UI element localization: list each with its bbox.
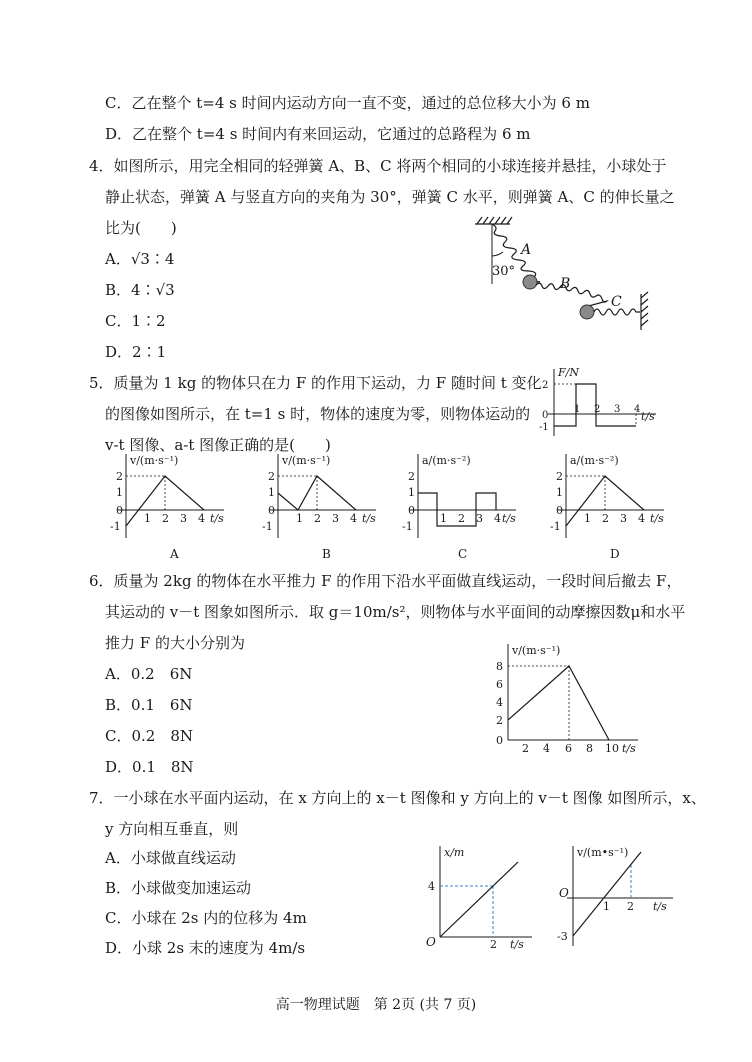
ft-ytick-2: 2 [542,380,549,391]
graph-b-xtick-2: 2 [314,512,321,525]
q6-xtick-10: 10 [605,742,619,755]
graph-a-xlabel: t/s [210,512,224,525]
vt-xtick-2: 2 [627,900,634,913]
q6-option-b: B．0.1 6N [105,696,193,714]
q6-xtick-6: 6 [565,742,572,755]
q7-option-b: B．小球做变加速运动 [105,879,252,897]
graph-c-ytick-1: 1 [408,486,415,499]
graph-b-ytick-2: 2 [268,470,275,483]
wall-hatch [641,292,648,330]
q4-option-a: A．√3∶4 [105,250,175,268]
q6-xtick-8: 8 [586,742,593,755]
graph-c-xtick-4: 4 [494,512,501,525]
graph-a-ytick-0: 0 [116,504,123,517]
xt-ylabel: x/m [444,846,465,859]
vt-line [573,852,641,936]
graph-c-caption: C [458,547,468,561]
q7-stem-line1: 7．一小球在水平面内运动，在 x 方向上的 x－t 图像和 y 方向上的 v－t 图像 如图所示，x、 [89,789,706,807]
graph-a-ytick-2: 2 [116,470,123,483]
spring-a-label: A [521,242,532,258]
ceiling-hatch [475,217,512,224]
graph-c-ylabel: a/(m·s⁻²) [422,454,471,467]
graph-d-xtick-1: 1 [584,512,591,525]
graph-a-xtick-3: 3 [180,512,187,525]
graph-d-xtick-2: 2 [602,512,609,525]
q5-graph-b [260,452,390,564]
q6-ytick-8: 8 [496,660,503,673]
q6-ytick-4: 4 [496,696,503,709]
graph-d-xtick-4: 4 [638,512,645,525]
vt-origin: O [559,886,569,900]
graph-b-ylabel: v/(m·s⁻¹) [282,454,331,467]
graph-d-xtick-3: 3 [620,512,627,525]
q4-option-b: B．4∶√3 [105,281,175,299]
q5-stem-line3: v-t 图像、a-t 图像正确的是( ) [105,436,331,454]
q4-stem-line2: 静止状态，弹簧 A 与竖直方向的夹角为 30°，弹簧 C 水平，则弹簧 A、C 的伸长量之 [105,188,675,206]
page-footer: 高一物理试题 第 2页 (共 7 页) [275,997,477,1013]
graph-a-xtick-4: 4 [198,512,205,525]
q4-option-d: D．2∶1 [105,343,167,361]
q5-force-time-graph [538,364,668,440]
graph-d-ytick-neg1: -1 [550,520,561,533]
q5-stem-line1: 5．质量为 1 kg 的物体只在力 F 的作用下运动，力 F 随时间 t 变化 [89,374,542,392]
graph-a-ylabel: v/(m·s⁻¹) [130,454,179,467]
q4-spring-figure [470,212,670,342]
angle-arc [492,252,503,256]
vt-xtick-1: 1 [603,900,610,913]
spring-c-label: C [611,294,622,310]
q6-ylabel: v/(m·s⁻¹) [512,644,561,657]
q7-velocity-time-graph [553,842,683,952]
graph-a-caption: A [170,547,179,561]
q7-position-time-graph [420,842,540,952]
ft-ytick-neg1: -1 [539,422,549,433]
q3-option-c: C．乙在整个 t=4 s 时间内运动方向一直不变，通过的总位移大小为 6 m [105,94,590,112]
graph-c-xtick-3: 3 [476,512,483,525]
graph-d-xlabel: t/s [650,512,664,525]
ft-xlabel: t/s [641,410,655,423]
q6-ytick-6: 6 [496,678,503,691]
graph-b-xtick-4: 4 [350,512,357,525]
graph-d-ytick-1: 1 [556,486,563,499]
spring-b-label: B [560,276,571,292]
vt-xlabel: t/s [653,900,667,913]
q4-option-c: C．1∶2 [105,312,166,330]
graph-b-ytick-neg1: -1 [262,520,273,533]
graph-c-xtick-1: 1 [440,512,447,525]
q6-ytick-0: 0 [496,734,503,747]
graph-d-caption: D [610,547,620,561]
graph-b-ytick-1: 1 [268,486,275,499]
q3-option-d: D．乙在整个 t=4 s 时间内有来回运动，它通过的总路程为 6 m [105,125,531,143]
ball-1 [523,275,537,289]
graph-c-ytick-neg1: -1 [402,520,413,533]
q6-xlabel: t/s [622,742,636,755]
q5-graph-a [108,452,238,564]
graph-c-ytick-0: 0 [408,504,415,517]
vt-ytick-neg3: -3 [557,930,568,943]
graph-a-ytick-neg1: -1 [110,520,121,533]
graph-d-ytick-0: 0 [556,504,563,517]
ball-2 [580,305,594,319]
graph-b-caption: B [322,547,331,561]
graph-d-ytick-2: 2 [556,470,563,483]
q6-option-d: D．0.1 8N [105,758,194,776]
q4-stem-line1: 4．如图所示，用完全相同的轻弹簧 A、B、C 将两个相同的小球连接并悬挂，小球处于 [89,157,667,175]
q6-stem-line3: 推力 F 的大小分别为 [105,634,245,652]
xt-origin: O [426,935,436,949]
ft-xtick-4: 4 [634,404,641,415]
graph-b-xlabel: t/s [362,512,376,525]
graph-b-ytick-0: 0 [268,504,275,517]
angle-label: 30° [492,264,516,279]
q5-stem-line2: 的图像如图所示，在 t=1 s 时，物体的速度为零，则物体运动的 [105,405,531,423]
q7-option-a: A．小球做直线运动 [105,849,236,867]
ft-ytick-0: 0 [542,410,549,421]
graph-c-ytick-2: 2 [408,470,415,483]
q7-option-d: D．小球 2s 末的速度为 4m/s [105,939,306,957]
xt-xtick-2: 2 [490,938,497,951]
q6-xtick-2: 2 [522,742,529,755]
graph-c-xlabel: t/s [502,512,516,525]
q6-stem-line1: 6．质量为 2kg 的物体在水平推力 F 的作用下沿水平面做直线运动，一段时间后撤去 F， [89,572,682,590]
graph-b-xtick-1: 1 [296,512,303,525]
xt-xlabel: t/s [510,938,524,951]
graph-b-xtick-3: 3 [332,512,339,525]
graph-a-xtick-1: 1 [144,512,151,525]
xt-ytick-4: 4 [428,880,435,893]
q4-stem-line3: 比为( ) [105,219,177,237]
q5-graph-c [400,452,530,564]
vt-ylabel: v/(m•s⁻¹) [577,846,629,859]
q6-velocity-time-graph [488,640,648,758]
ft-xtick-3: 3 [614,404,621,415]
q6-stem-line2: 其运动的 v－t 图象如图所示．取 g＝10m/s²，则物体与水平面间的动摩擦因数μ和水平 [105,603,686,621]
q6-xtick-4: 4 [543,742,550,755]
q5-graph-d [548,452,678,564]
q6-ytick-2: 2 [496,714,503,727]
ft-ylabel: F/N [558,366,579,379]
graph-c-xtick-2: 2 [458,512,465,525]
ft-xtick-1: 1 [574,404,581,415]
xt-line [440,862,518,937]
spring-b [536,283,607,308]
q6-option-c: C．0.2 8N [105,727,194,745]
q7-option-c: C．小球在 2s 内的位移为 4m [105,909,307,927]
q6-option-a: A．0.2 6N [105,665,193,683]
graph-a-ytick-1: 1 [116,486,123,499]
graph-d-ylabel: a/(m·s⁻²) [570,454,619,467]
q7-stem-line2: y 方向相互垂直，则 [105,820,239,838]
graph-a-xtick-2: 2 [162,512,169,525]
q6-velocity-line [508,666,609,740]
ft-xtick-2: 2 [594,404,601,415]
